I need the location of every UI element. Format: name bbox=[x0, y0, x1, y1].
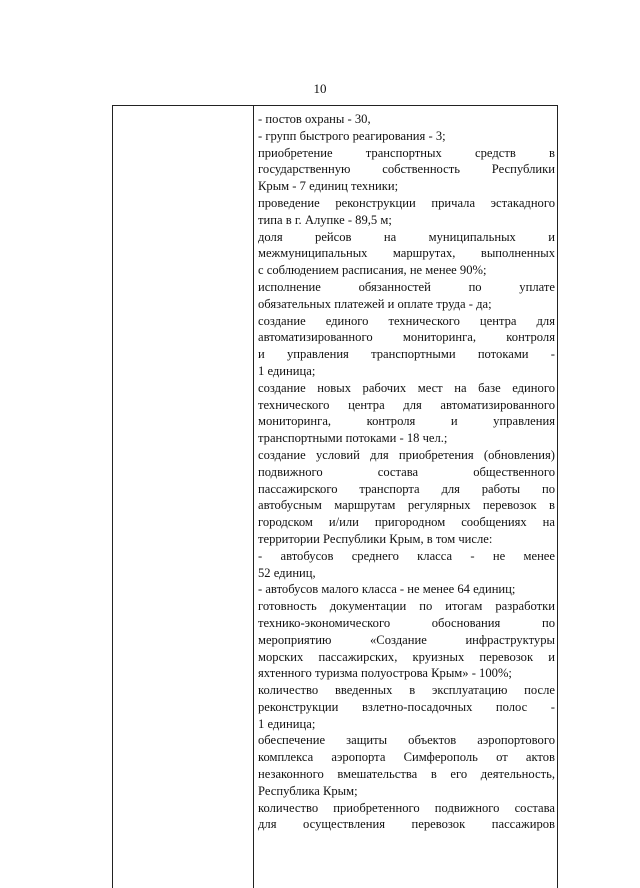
text-line: - автобусов среднего класса - не менее bbox=[258, 548, 555, 563]
text-line: подвижного состава общественного bbox=[258, 464, 555, 479]
text-line: комплекса аэропорта Симферополь от актов bbox=[258, 750, 555, 765]
text-line: количество приобретенного подвижного состава bbox=[258, 800, 555, 815]
text-line: технико-экономического обоснования по bbox=[258, 615, 555, 630]
text-line: государственную собственность Республики bbox=[258, 162, 555, 177]
text-line: создание единого технического центра для bbox=[258, 313, 555, 328]
table-left-cell bbox=[113, 106, 254, 888]
text-line: городском и/или пригородном сообщениях на bbox=[258, 515, 555, 530]
text-line: территории Республики Крым, в том числе: bbox=[258, 531, 493, 546]
text-line: количество введенных в эксплуатацию после bbox=[258, 683, 555, 698]
text-line: создание новых рабочих мест на базе единого bbox=[258, 380, 555, 395]
text-line: готовность документации по итогам разработки bbox=[258, 599, 555, 614]
text-line: Крым - 7 единиц техники; bbox=[258, 179, 399, 194]
text-line: пассажирского транспорта для работы по bbox=[258, 481, 555, 496]
text-line: создание условий для приобретения (обновления) bbox=[258, 447, 555, 462]
text-line: - групп быстрого реагирования - 3; bbox=[258, 128, 446, 143]
text-line: незаконного вмешательства в его деятельность, bbox=[258, 767, 555, 782]
text-line: доля рейсов на муниципальных и bbox=[258, 229, 555, 244]
text-line: проведение реконструкции причала эстакадного bbox=[258, 195, 555, 210]
text-line: мониторинга, контроля и управления bbox=[258, 414, 555, 429]
text-line: технического центра для автоматизированного bbox=[258, 397, 555, 412]
page-number: 10 bbox=[313, 81, 327, 96]
text-line: обязательных платежей и оплате труда - да; bbox=[258, 296, 492, 311]
table-right-cell bbox=[254, 106, 557, 888]
text-line: транспортными потоками - 18 чел.; bbox=[258, 431, 448, 446]
text-line: автобусным маршрутам регулярных перевозок в bbox=[258, 498, 555, 513]
text-line: морских пассажирских, круизных перевозок и bbox=[258, 649, 555, 664]
text-line: мероприятию «Создание инфраструктуры bbox=[258, 632, 555, 647]
text-line: яхтенного туризма полуострова Крым» - 100%; bbox=[258, 666, 512, 681]
text-line: Республика Крым; bbox=[258, 783, 358, 798]
text-line: реконструкции взлетно-посадочных полос - bbox=[258, 699, 555, 714]
text-line: исполнение обязанностей по уплате bbox=[258, 279, 555, 294]
text-line: и управления транспортными потоками - bbox=[258, 347, 555, 362]
text-line: приобретение транспортных средств в bbox=[258, 145, 555, 160]
text-line: - автобусов малого класса - не менее 64 единиц; bbox=[258, 582, 516, 597]
text-line: для осуществления перевозок пассажиров bbox=[258, 817, 555, 832]
text-line: автоматизированного мониторинга, контроля bbox=[258, 330, 555, 345]
text-line: типа в г. Алупке - 89,5 м; bbox=[258, 212, 392, 227]
text-line: 1 единица; bbox=[258, 363, 316, 378]
document-table bbox=[112, 105, 558, 888]
text-line: - постов охраны - 30, bbox=[258, 112, 371, 126]
text-line: 52 единиц, bbox=[258, 565, 316, 580]
text-line: с соблюдением расписания, не менее 90%; bbox=[258, 263, 487, 278]
text-line: межмуниципальных маршрутах, выполненных bbox=[258, 246, 555, 261]
text-line: 1 единица; bbox=[258, 716, 316, 731]
text-line: обеспечение защиты объектов аэропортового bbox=[258, 733, 555, 748]
